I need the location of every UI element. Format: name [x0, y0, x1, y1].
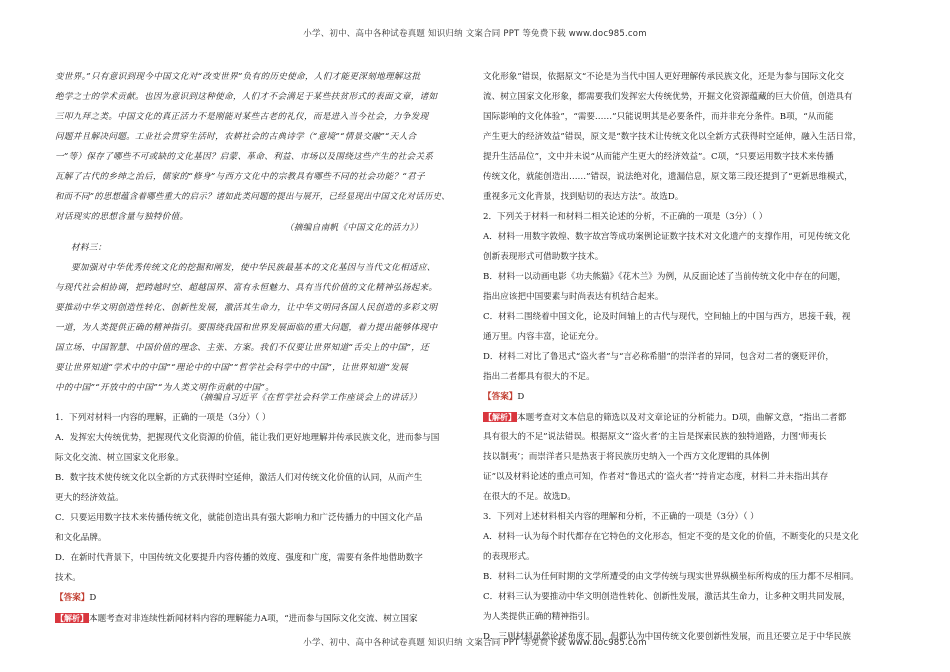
question-2-option: A．材料一用数字敦煌、数字故宫等成功案例论证数字技术对文化遗产的支撑作用，可见传统文化 — [483, 232, 851, 242]
text-line: 绝学之士的学术贡献。也因为意识到这种使命，人们才不会满足于某些扶贫形式的表面文章，诸如 — [55, 92, 438, 102]
answer-value: D — [517, 392, 525, 402]
text-line: 与现代社会相协调，把跨越时空、超越国界、富有永恒魅力、具有当代价值的文化精神弘扬起来。 — [55, 283, 438, 293]
explanation-text: 本题考查对非连续性新闻材料内容的理解能力A项，“进而参与国际文化交流、树立国家 — [89, 614, 418, 624]
question-3-option: A．材料一认为每个时代都存在它特色的文化形态，恒定不变的是文化的价值，不断变化的只是文化 — [483, 532, 859, 542]
question-1-option: 技术。 — [55, 573, 81, 583]
explanation-text: 本题考查对文本信息的筛选以及对文章论证的分析能力。D项，曲解文意，“指出二者都 — [517, 413, 847, 423]
source-citation: （摘编自习近平《在哲学社会科学工作座谈会上的讲话》） — [195, 393, 422, 403]
question-1-stem: 1．下列对材料一内容的理解，正确的一项是（3分）（ ） — [55, 413, 271, 423]
question-2-option: C．材料二围绕着中国文化，论及时间轴上的古代与现代，空间轴上的中国与西方，思接千载，视 — [483, 312, 851, 322]
text-line: 问题并且解决问题。工业社会贯穿生活时，农耕社会的古典诗学（“意境”“情景交融”“天人合 — [55, 132, 417, 142]
text-line: 一道，为人类提供正确的精神指引。要围绕我国和世界发展面临的重大问题，着力提出能够体现中 — [55, 323, 438, 333]
question-2-stem: 2．下列关于材料一和材料二相关论述的分析，不正确的一项是（3分）（ ） — [483, 212, 768, 222]
text-line: 传统文化，就能创造出……”错误，说法绝对化，遗漏信息，原文第三段还提到了“更新思维模式， — [483, 172, 853, 182]
question-2-option: D．材料二对比了鲁迅式“盗火者”与“言必称希腊”的崇洋者的异同，包含对二者的褒贬评价， — [483, 352, 835, 362]
answer-value: D — [89, 593, 97, 603]
text-line: 在很大的不足。故选D。 — [483, 492, 576, 502]
text-line: 和而不同”的思想蕴含着哪些重大的启示？诸如此类问题的提出与展开，已经显现出中国文化对话历史、 — [55, 192, 450, 202]
question-2-option: 创新表现形式可借助数字技术。 — [483, 252, 604, 262]
question-2-option: 通万里。内容丰富，论证充分。 — [483, 332, 604, 342]
answer-tag: 【答案】 — [55, 593, 90, 603]
text-line: 瓦解了古代的乡绅之治后，儒家的“修身”与西方文化中的宗教具有哪些不同的社会功能？“君子 — [55, 172, 425, 182]
explanation-tag: 【解析】 — [484, 412, 516, 422]
question-2-option: 指出二者都具有很大的不足。 — [483, 372, 595, 382]
question-1-option: 和文化品牌。 — [55, 533, 107, 543]
question-3-option: B．材料二认为任何时期的文学所遭受的由文学传统与现实世界纵横坐标所构成的压力都不尽相同。 — [483, 572, 859, 582]
question-3-option: C．材料三认为要推动中华文明创造性转化、创新性发展，激活其生命力，让多种文明共同发展， — [483, 592, 851, 602]
question-2-option: B．材料一以动画电影《功夫熊猫》《花木兰》为例，从反面论述了当前传统文化中存在的问题， — [483, 272, 846, 282]
text-line: 提升生活品位”，文中并未说“从而能产生更大的经济效益”。C项，“只要运用数字技术来传播 — [483, 152, 834, 162]
text-line: 要让世界知道“学术中的中国”“理论中的中国”“哲学社会科学中的中国”，让世界知道“发展 — [55, 363, 409, 373]
answer-1 — [55, 592, 96, 604]
text-line: 中的中国”“开放中的中国”“为人类文明作贡献的中国”。 — [55, 383, 275, 393]
text-line: 技以制夷’；而崇洋者只是热衷于将民族历史纳入一个西方文化逻辑的具体例 — [483, 452, 770, 462]
question-1-option: D．在新时代背景下，中国传统文化要提升内容传播的效度、强度和广度，需要有条件地借助数字 — [55, 553, 423, 563]
explanation-1 — [55, 612, 418, 625]
footer-banner: 小学、初中、高中各种试卷真题 知识归纳 文案合同 PPT 等免费下载 www.doc985.com — [303, 638, 647, 648]
text-line: 对话现实的思想含量与独特价值。 — [55, 212, 189, 222]
question-3-option: D．三则材料虽然论述角度不同，但都认为中国传统文化要创新性发展，而且还要立足于中华民族 — [483, 632, 851, 642]
question-1-option: B．数字技术使传统文化以全新的方式获得时空延伸，激活人们对传统文化价值的认同，从而产生 — [55, 473, 423, 483]
question-3-stem: 3．下列对上述材料相关内容的理解和分析，不正确的一项是（3分）（ ） — [483, 512, 759, 522]
text-line: 证”以及材料论述的重点可知，作者对“鲁迅式的‘盗火者’”持肯定态度，材料二并未指出其存 — [483, 472, 829, 482]
question-1-option: C．只要运用数字技术来传播传统文化，就能创造出具有强大影响力和广泛传播力的中国文化产品 — [55, 513, 423, 523]
question-3-option: 的表现形式。 — [483, 552, 535, 562]
text-line: 流、树立国家文化形象，都需要我们发挥宏大传统优势，开掘文化资源蕴藏的巨大价值，创造具有 — [483, 92, 853, 102]
answer-tag: 【答案】 — [483, 392, 518, 402]
question-3-option: 为人类提供正确的精神指引。 — [483, 612, 595, 622]
text-line: 国际影响的文化体验”，“需要……”只能说明其是必要条件，而并非充分条件。B项，“从而能 — [483, 112, 834, 122]
text-line: 要加强对中华优秀传统文化的挖掘和阐发，使中华民族最基本的文化基因与当代文化相适应、 — [71, 263, 436, 273]
material-3-heading: 材料三： — [71, 243, 107, 253]
question-2-option: 指出应该把中国要素与时尚表达有机结合起来。 — [483, 292, 664, 302]
source-citation: （摘编自南帆《中国文化的活力》） — [285, 223, 424, 233]
explanation-tag: 【解析】 — [56, 613, 88, 623]
question-1-option: 际文化交流、树立国家文化形象。 — [55, 453, 184, 463]
text-line: 要推动中华文明创造性转化、创新性发展，激活其生命力，让中华文明同各国人民创造的多彩文明 — [55, 303, 438, 313]
answer-2 — [483, 391, 524, 403]
text-line: 一”等）保存了哪些不可或缺的文化基因？启蒙、革命、利益、市场以及围绕这些产生的社会关系 — [55, 152, 434, 162]
question-1-option: A．发挥宏大传统优势，把握现代文化资源的价值，能让我们更好地理解并传承民族文化，进而参与国 — [55, 433, 440, 443]
text-line: 重视多元文化背景，找到贴切的表达方法”。故选D。 — [483, 192, 684, 202]
text-line: 国立场、中国智慧、中国价值的理念、主张、方案。我们不仅要让世界知道“舌尖上的中国”，还 — [55, 343, 430, 353]
question-1-option: 更大的经济效益。 — [55, 493, 124, 503]
header-banner: 小学、初中、高中各种试卷真题 知识归纳 文案合同 PPT 等免费下载 www.doc985.com — [303, 29, 647, 39]
explanation-2 — [483, 411, 846, 424]
text-line: 产生更大的经济效益”错误，原文是“数字技术让传统文化以全新方式获得时空延伸，融入生活日常， — [483, 132, 862, 142]
text-line: 文化形象”错误，依据原文“不论是为当代中国人更好理解传承民族文化，还是为参与国际文化交 — [483, 72, 845, 82]
text-line: 三叩九拜之类。中国文化的真正活力不是刚能对某些古老的礼仪，而是进入当今社会，力争发现 — [55, 112, 429, 122]
text-line: 具有很大的不足”说法错误。根据原文“‘盗火者’的主旨是探索民族的独特道路，力图‘师夷长 — [483, 432, 827, 442]
text-line: 变世界。”只有意识到现今中国文化对“改变世界”负有的历史使命，人们才能更深刻地理解这批 — [55, 72, 421, 82]
